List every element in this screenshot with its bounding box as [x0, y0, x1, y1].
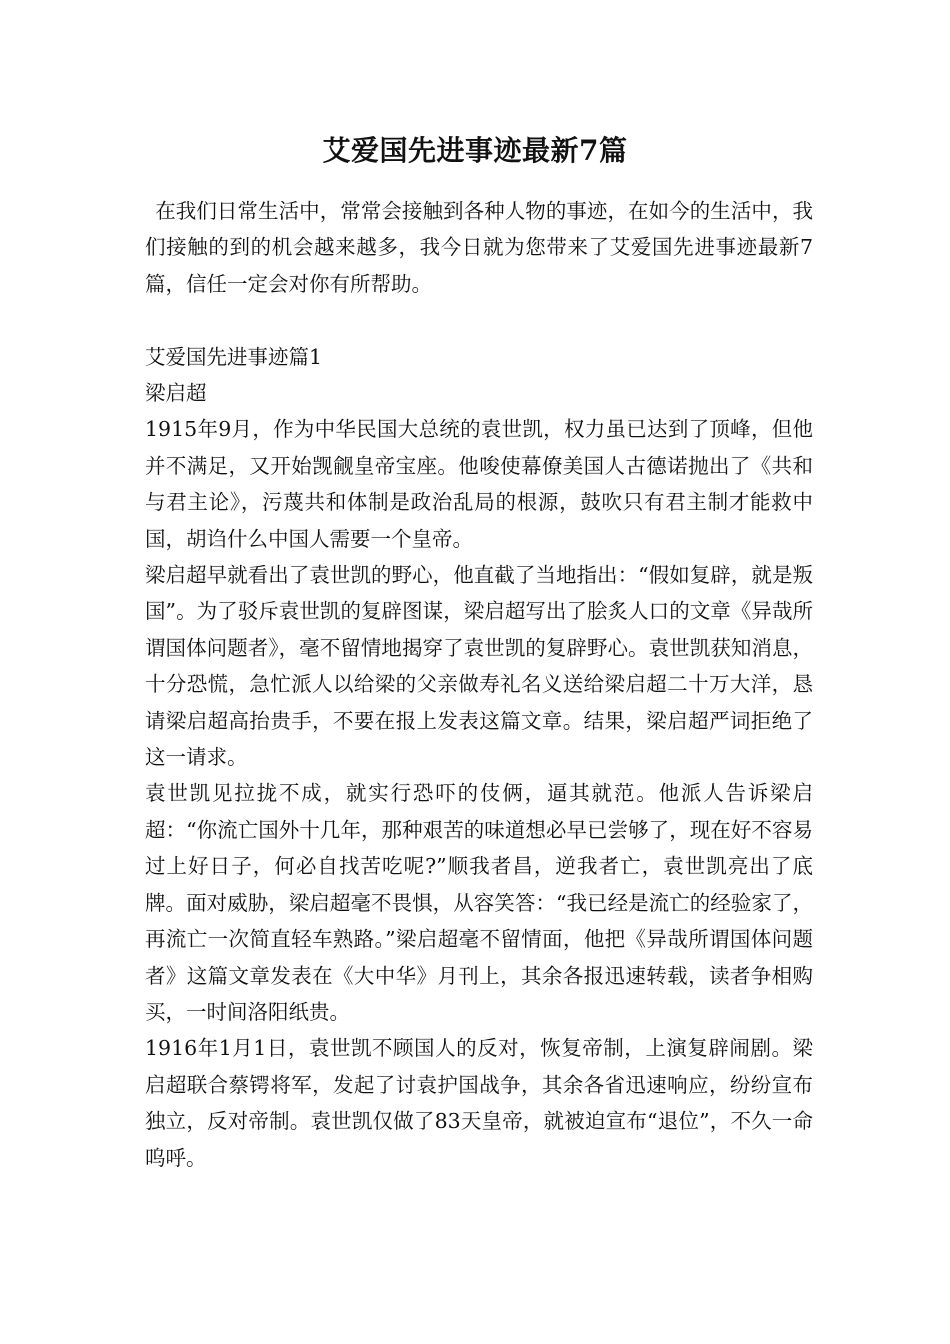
- intro-paragraph: 在我们日常生活中，常常会接触到各种人物的事迹，在如今的生活中，我们接触的到的机会越来越多，我今日就为您带来了艾爱国先进事迹最新7篇，信任一定会对你有所帮助。: [145, 199, 813, 296]
- paragraph-spacer: [145, 302, 813, 338]
- document-title: 艾爱国先进事迹最新7篇: [322, 134, 628, 167]
- body-paragraph-4: 1916年1月1日，袁世凯不顾国人的反对，恢复帝制，上演复辟闹剧。梁启超联合蔡锷将军，发起了讨袁护国战争，其余各省迅速响应，纷纷宣布独立，反对帝制。袁世凯仅做了83天皇帝，就被迫宣布“退位”，不久一命呜呼。: [145, 1036, 813, 1170]
- body-paragraph-1: 1915年9月，作为中华民国大总统的袁世凯，权力虽已达到了顶峰，但他并不满足，又开始觊觎皇帝宝座。他唆使幕僚美国人古德诺抛出了《共和与君主论》，污蔑共和体制是政治乱局的根源，鼓吹只有君主制才能救中国，胡诌什么中国人需要一个皇帝。: [145, 417, 813, 551]
- document-body: [145, 193, 813, 1176]
- section-heading: 艾爱国先进事迹篇1: [145, 344, 323, 369]
- subject-name: 梁启超: [145, 381, 207, 406]
- body-paragraph-3: 袁世凯见拉拢不成，就实行恐吓的伎俩，逼其就范。他派人告诉梁启超：“你流亡国外十几年，那种艰苦的味道想必早已尝够了，现在好不容易过上好日子，何必自找苦吃呢?”顺我者昌，逆我者亡，袁世凯亮出了底牌。面对威胁，梁启超毫不畏惧，从容笑答：“我已经是流亡的经验家了，再流亡一次简直轻车熟路。”梁启超毫不留情面，他把《异哉所谓国体问题者》这篇文章发表在《大中华》月刊上，其余各报迅速转载，读者争相购买，一时间洛阳纸贵。: [145, 781, 813, 1024]
- body-paragraph-2: 梁启超早就看出了袁世凯的野心，他直截了当地指出：“假如复辟，就是叛国”。为了驳斥袁世凯的复辟图谋，梁启超写出了脍炙人口的文章《异哉所谓国体问题者》，毫不留情地揭穿了袁世凯的复辟野心。袁世凯获知消息，十分恐慌，急忙派人以给梁的父亲做寿礼名义送给梁启超二十万大洋，恳请梁启超高抬贵手，不要在报上发表这篇文章。结果，梁启超严词拒绝了这一请求。: [145, 563, 813, 770]
